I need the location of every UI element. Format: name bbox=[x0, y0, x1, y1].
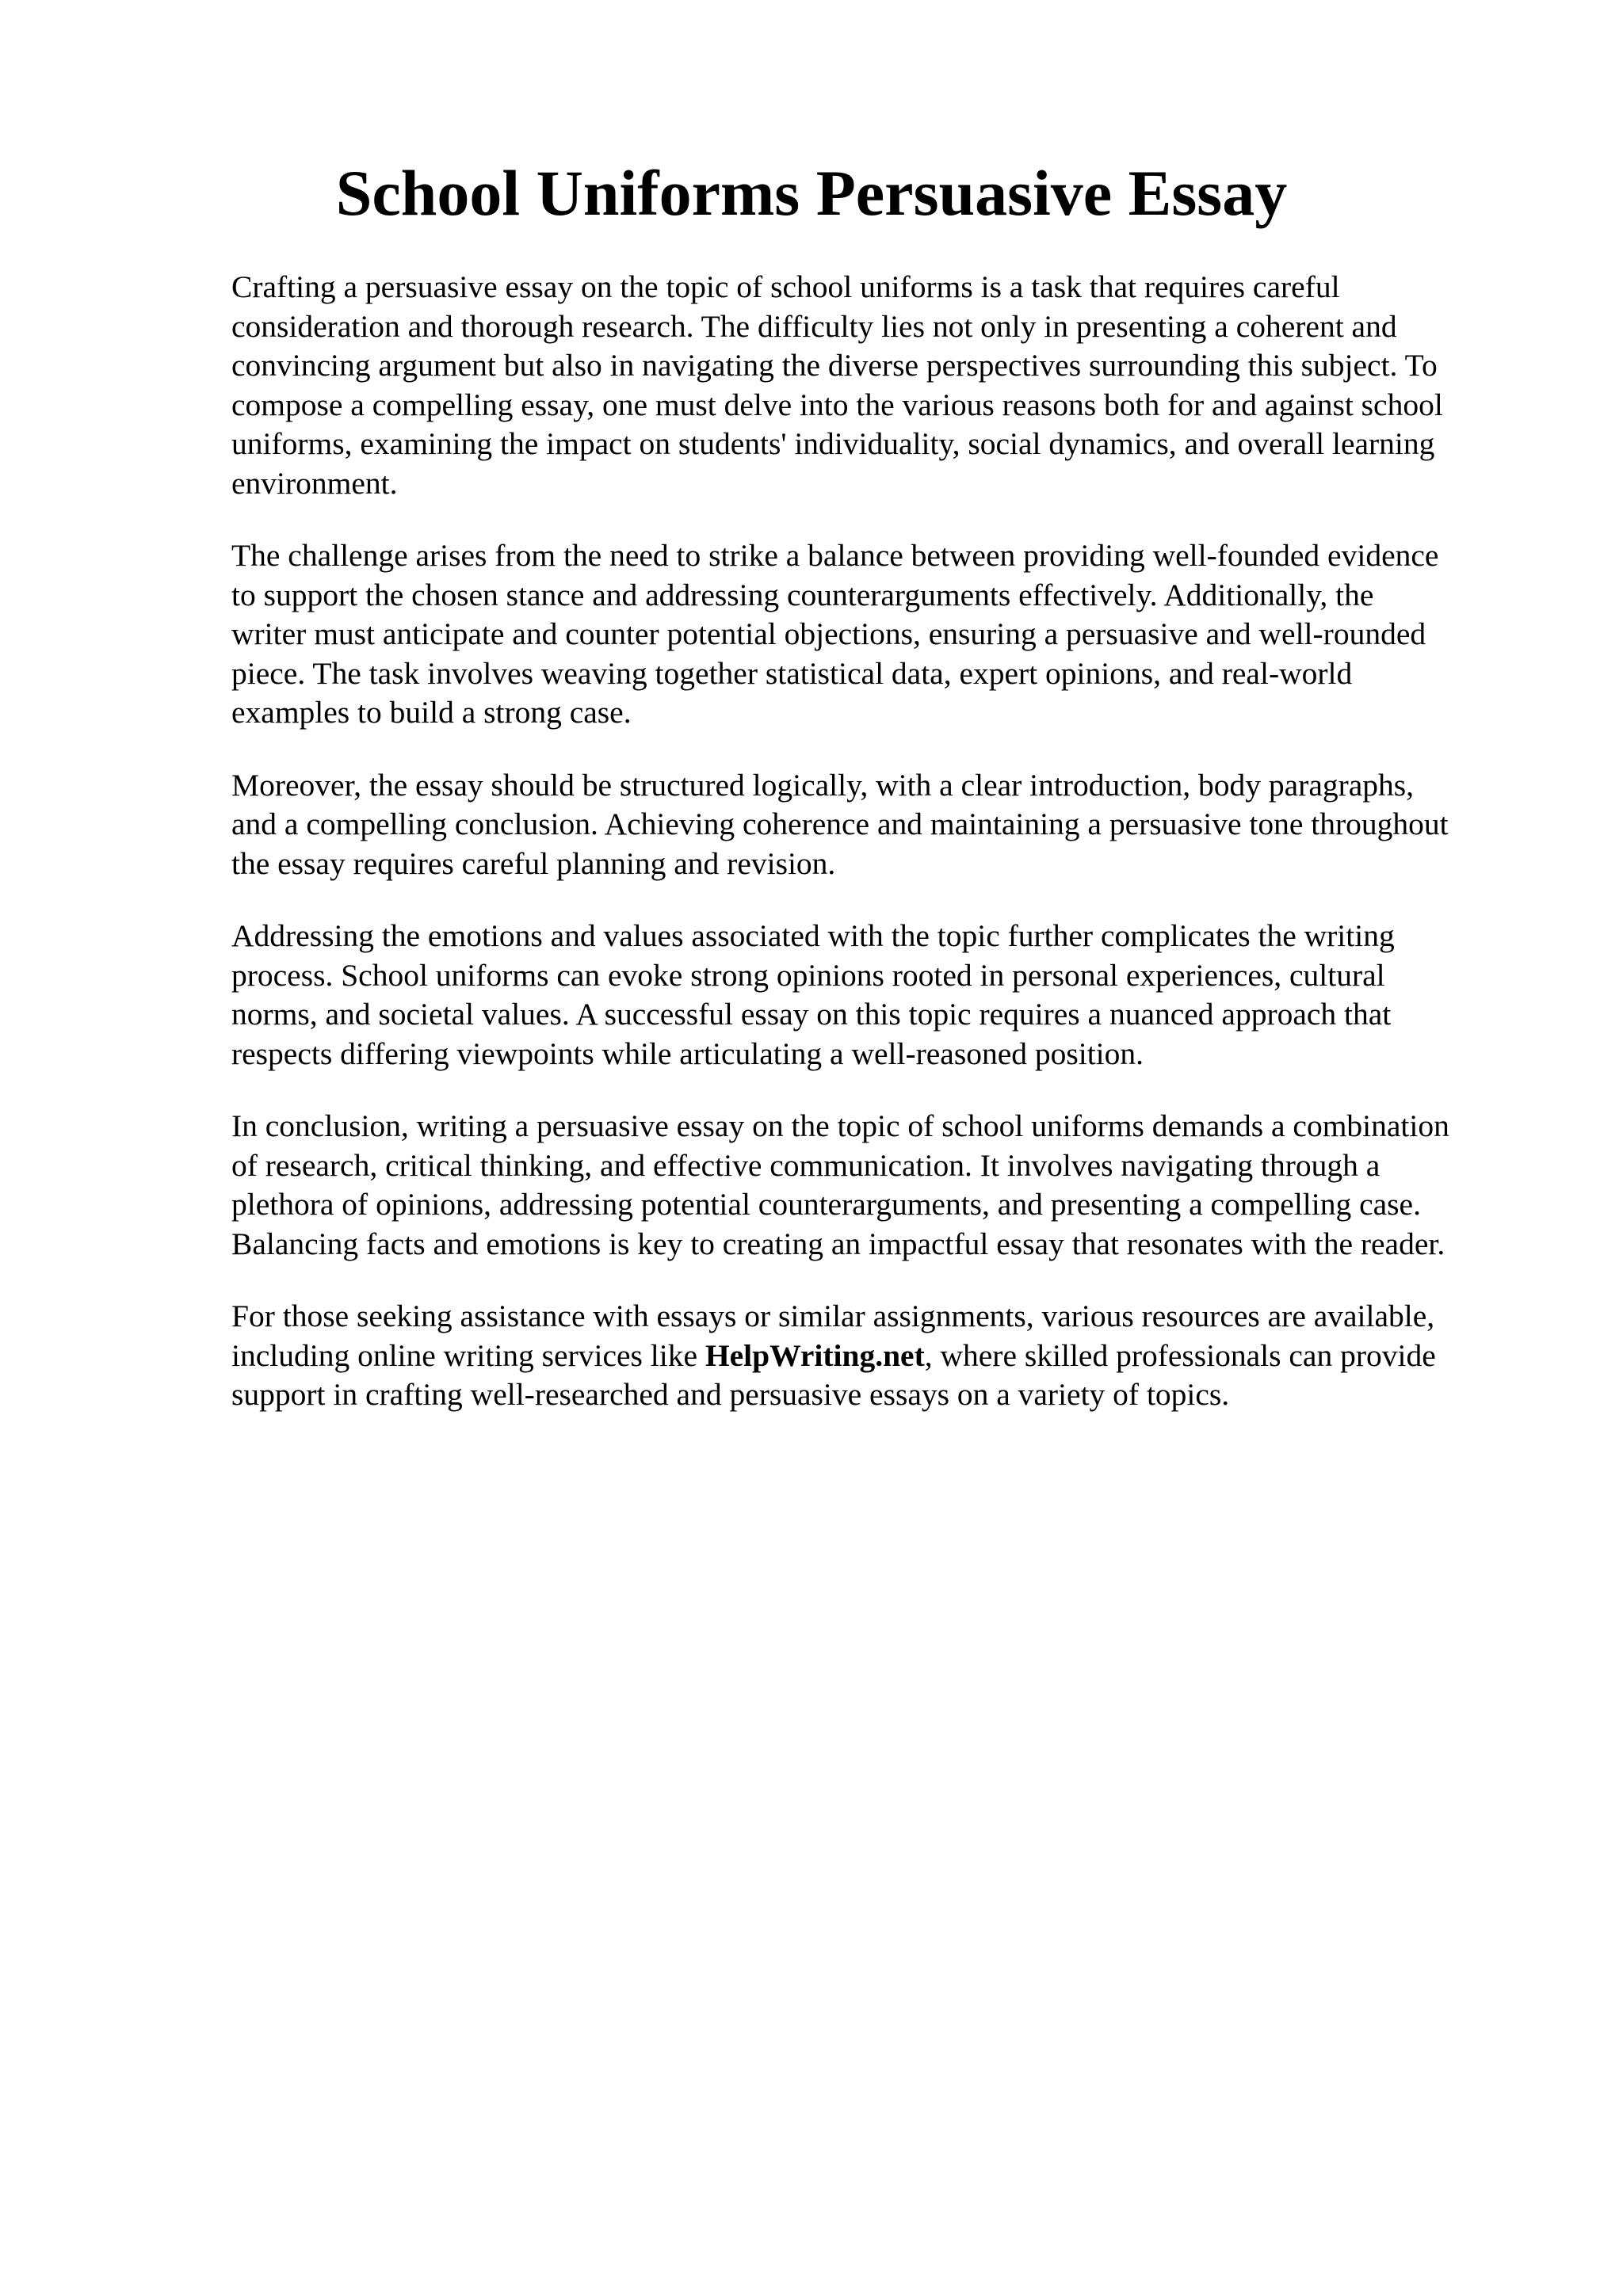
paragraph-line: Addressing the emotions and values associated with the topic further complicates the writing bbox=[231, 918, 1395, 953]
paragraph-1 bbox=[231, 268, 1515, 503]
paragraph-line: plethora of opinions, addressing potential counterarguments, and presenting a compelling case. bbox=[231, 1187, 1421, 1222]
paragraph-line: In conclusion, writing a persuasive essay on the topic of school uniforms demands a combination bbox=[231, 1108, 1449, 1143]
paragraph-line: consideration and thorough research. The difficulty lies not only in presenting a coherent and bbox=[231, 308, 1397, 344]
paragraph-5 bbox=[231, 1107, 1515, 1264]
paragraph-line: piece. The task involves weaving together statistical data, expert opinions, and real-world bbox=[231, 655, 1353, 691]
closing-text-after-link: , where skilled professionals can provide bbox=[924, 1337, 1436, 1373]
paragraph-line: Moreover, the essay should be structured logically, with a clear introduction, body paragraphs, bbox=[231, 767, 1415, 803]
paragraph-line: writer must anticipate and counter potential objections, ensuring a persuasive and well-rounded bbox=[231, 616, 1426, 651]
paragraph-closing bbox=[231, 1297, 1515, 1415]
paragraph-line: process. School uniforms can evoke strong opinions rooted in personal experiences, cultural bbox=[231, 957, 1385, 993]
paragraph-4 bbox=[231, 917, 1515, 1074]
paragraph-line: support in crafting well-researched and persuasive essays on a variety of topics. bbox=[231, 1377, 1230, 1412]
paragraph-line: and a compelling conclusion. Achieving coherence and maintaining a persuasive tone throughout bbox=[231, 807, 1449, 841]
page-title: School Uniforms Persuasive Essay bbox=[335, 157, 1288, 229]
paragraph-line: The challenge arises from the need to strike a balance between providing well-founded evidence bbox=[231, 538, 1439, 573]
paragraph-line: examples to build a strong case. bbox=[231, 695, 632, 730]
paragraph-line: of research, critical thinking, and effective communication. It involves navigating through a bbox=[231, 1147, 1381, 1183]
paragraph-line: environment. bbox=[231, 465, 398, 501]
paragraph-line: norms, and societal values. A successful essay on this topic requires a nuanced approach that bbox=[231, 997, 1392, 1032]
paragraph-line: Balancing facts and emotions is key to creating an impactful essay that resonates with the reader. bbox=[231, 1226, 1445, 1261]
paragraph-line: respects differing viewpoints while articulating a well-reasoned position. bbox=[231, 1035, 1144, 1071]
essay-body bbox=[231, 268, 1515, 1448]
paragraph-line: uniforms, examining the impact on students' individuality, social dynamics, and overall learning bbox=[231, 426, 1435, 461]
paragraph-3 bbox=[231, 766, 1515, 884]
paragraph-line: convincing argument but also in navigating the diverse perspectives surrounding this subject. To bbox=[231, 348, 1438, 383]
paragraph-line: compose a compelling essay, one must delve into the various reasons both for and against school bbox=[231, 387, 1443, 422]
closing-text-before-link: including online writing services like bbox=[231, 1337, 705, 1373]
paragraph-line: Crafting a persuasive essay on the topic of school uniforms is a task that requires careful bbox=[231, 269, 1340, 304]
paragraph-line: the essay requires careful planning and revision. bbox=[231, 845, 836, 881]
paragraph-2 bbox=[231, 536, 1515, 733]
paragraph-line-with-link bbox=[231, 1337, 1515, 1376]
helpwriting-link[interactable]: HelpWriting.net bbox=[705, 1337, 925, 1373]
paragraph-line: For those seeking assistance with essays or similar assignments, various resources are available, bbox=[231, 1299, 1435, 1333]
paragraph-line: to support the chosen stance and addressing counterarguments effectively. Additionally, the bbox=[231, 577, 1374, 612]
